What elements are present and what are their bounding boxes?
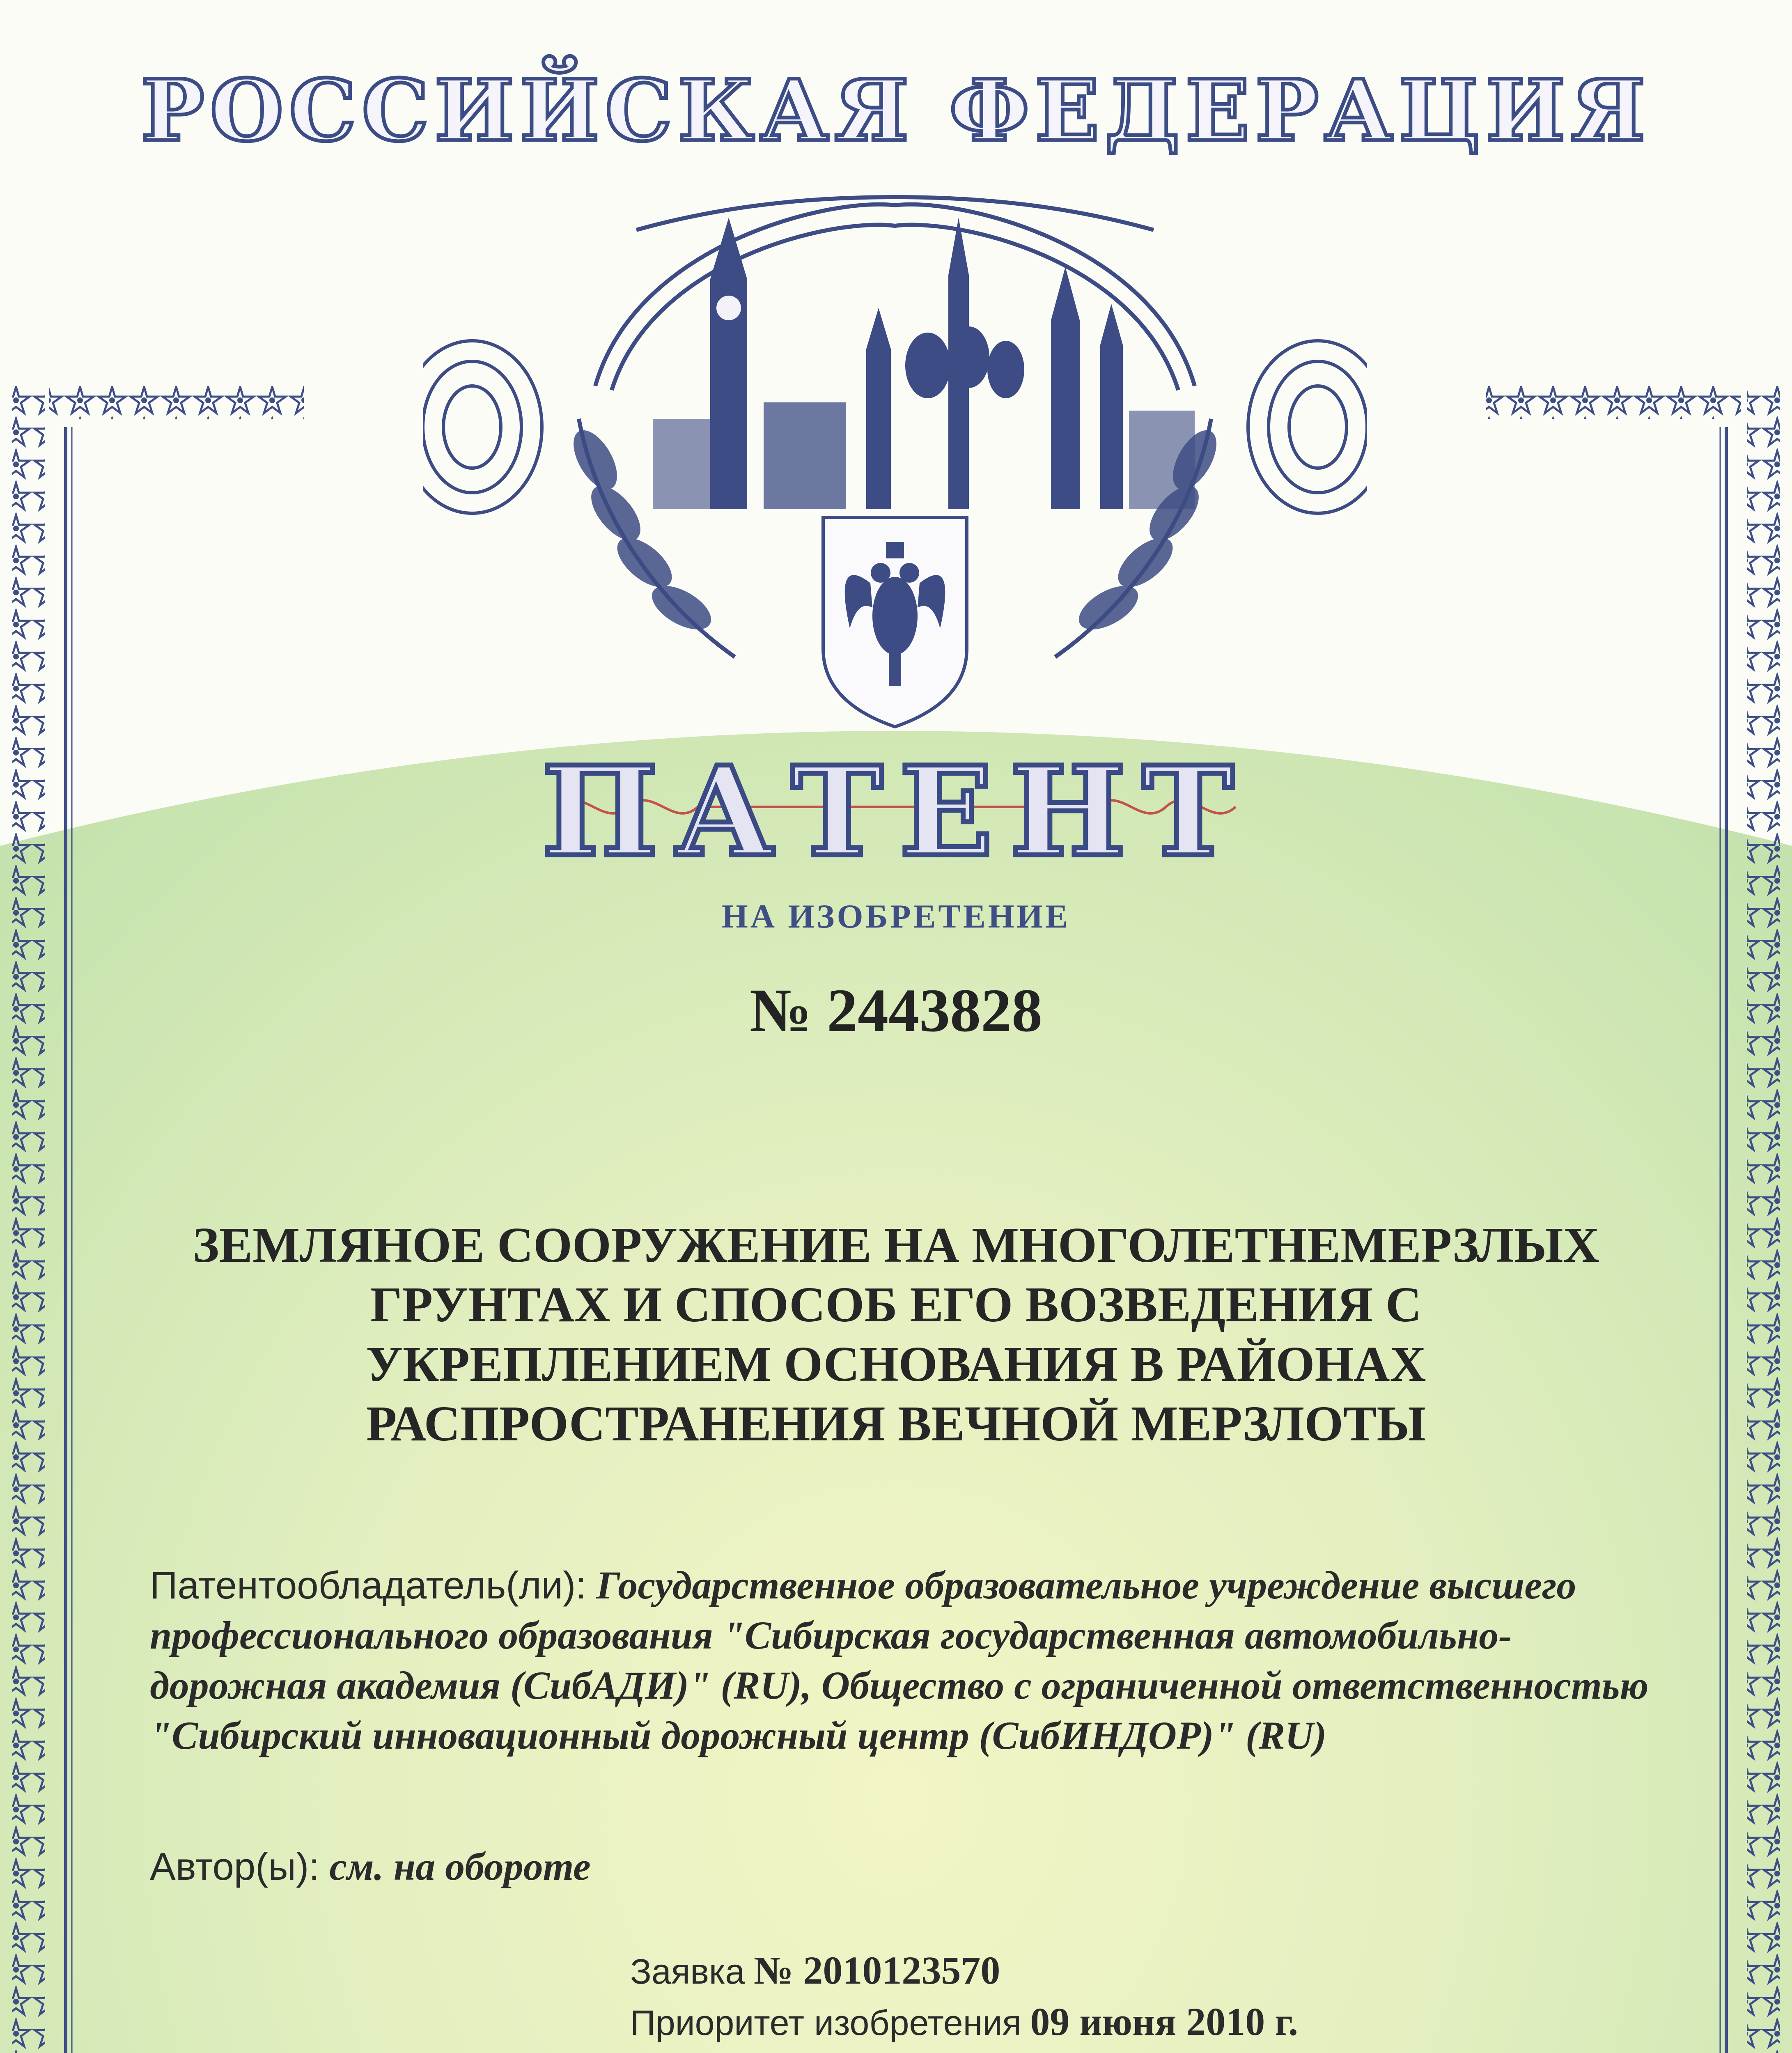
authors-value: см. на обороте [329, 1844, 591, 1888]
application-line [630, 1946, 1698, 1998]
invention-title-line: ГРУНТАХ И СПОСОБ ЕГО ВОЗВЕДЕНИЯ С [370, 1277, 1422, 1332]
application-number: № 2010123570 [753, 1948, 1000, 1992]
holders-label: Патентообладатель(ли): [150, 1564, 587, 1607]
invention-title [107, 1215, 1685, 1454]
priority-label: Приоритет изобретения [630, 2003, 1021, 2043]
registered-line-1 [630, 2049, 1698, 2053]
registration-details [630, 1946, 1698, 2053]
document-subtitle: НА ИЗОБРЕТЕНИЕ [722, 898, 1070, 935]
priority-line [630, 1998, 1698, 2049]
authors-label: Автор(ы): [150, 1845, 320, 1888]
patent-holders [150, 1560, 1669, 1761]
invention-title-line: ЗЕМЛЯНОЕ СООРУЖЕНИЕ НА МНОГОЛЕТНЕМЕРЗЛЫХ [193, 1217, 1599, 1273]
priority-date: 09 июня 2010 г. [1030, 2000, 1298, 2044]
document-type-title: ПАТЕНТ [542, 739, 1250, 884]
application-label: Заявка [630, 1952, 745, 1991]
invention-title-line: РАСПРОСТРАНЕНИЯ ВЕЧНОЙ МЕРЗЛОТЫ [366, 1396, 1426, 1451]
patent-number: № 2443828 [749, 976, 1043, 1045]
authors [150, 1842, 591, 1892]
double-headed-eagle-icon [823, 517, 967, 727]
country-header: РОССИЙСКАЯ ФЕДЕРАЦИЯ [141, 62, 1651, 160]
invention-title-line: УКРЕПЛЕНИЕМ ОСНОВАНИЯ В РАЙОНАХ [366, 1337, 1426, 1392]
holders-value: Государственное образовательное учреждение высшего профессионального образования "Сибирская государственная автомобильно-дорожная академия (СибАДИ)" (RU), Общество с ограниченной ответственностью "Сибирский инновационный дорожный центр (СибИНДОР)" (RU) [150, 1563, 1649, 1757]
kremlin-wreath-emblem [423, 172, 1367, 735]
